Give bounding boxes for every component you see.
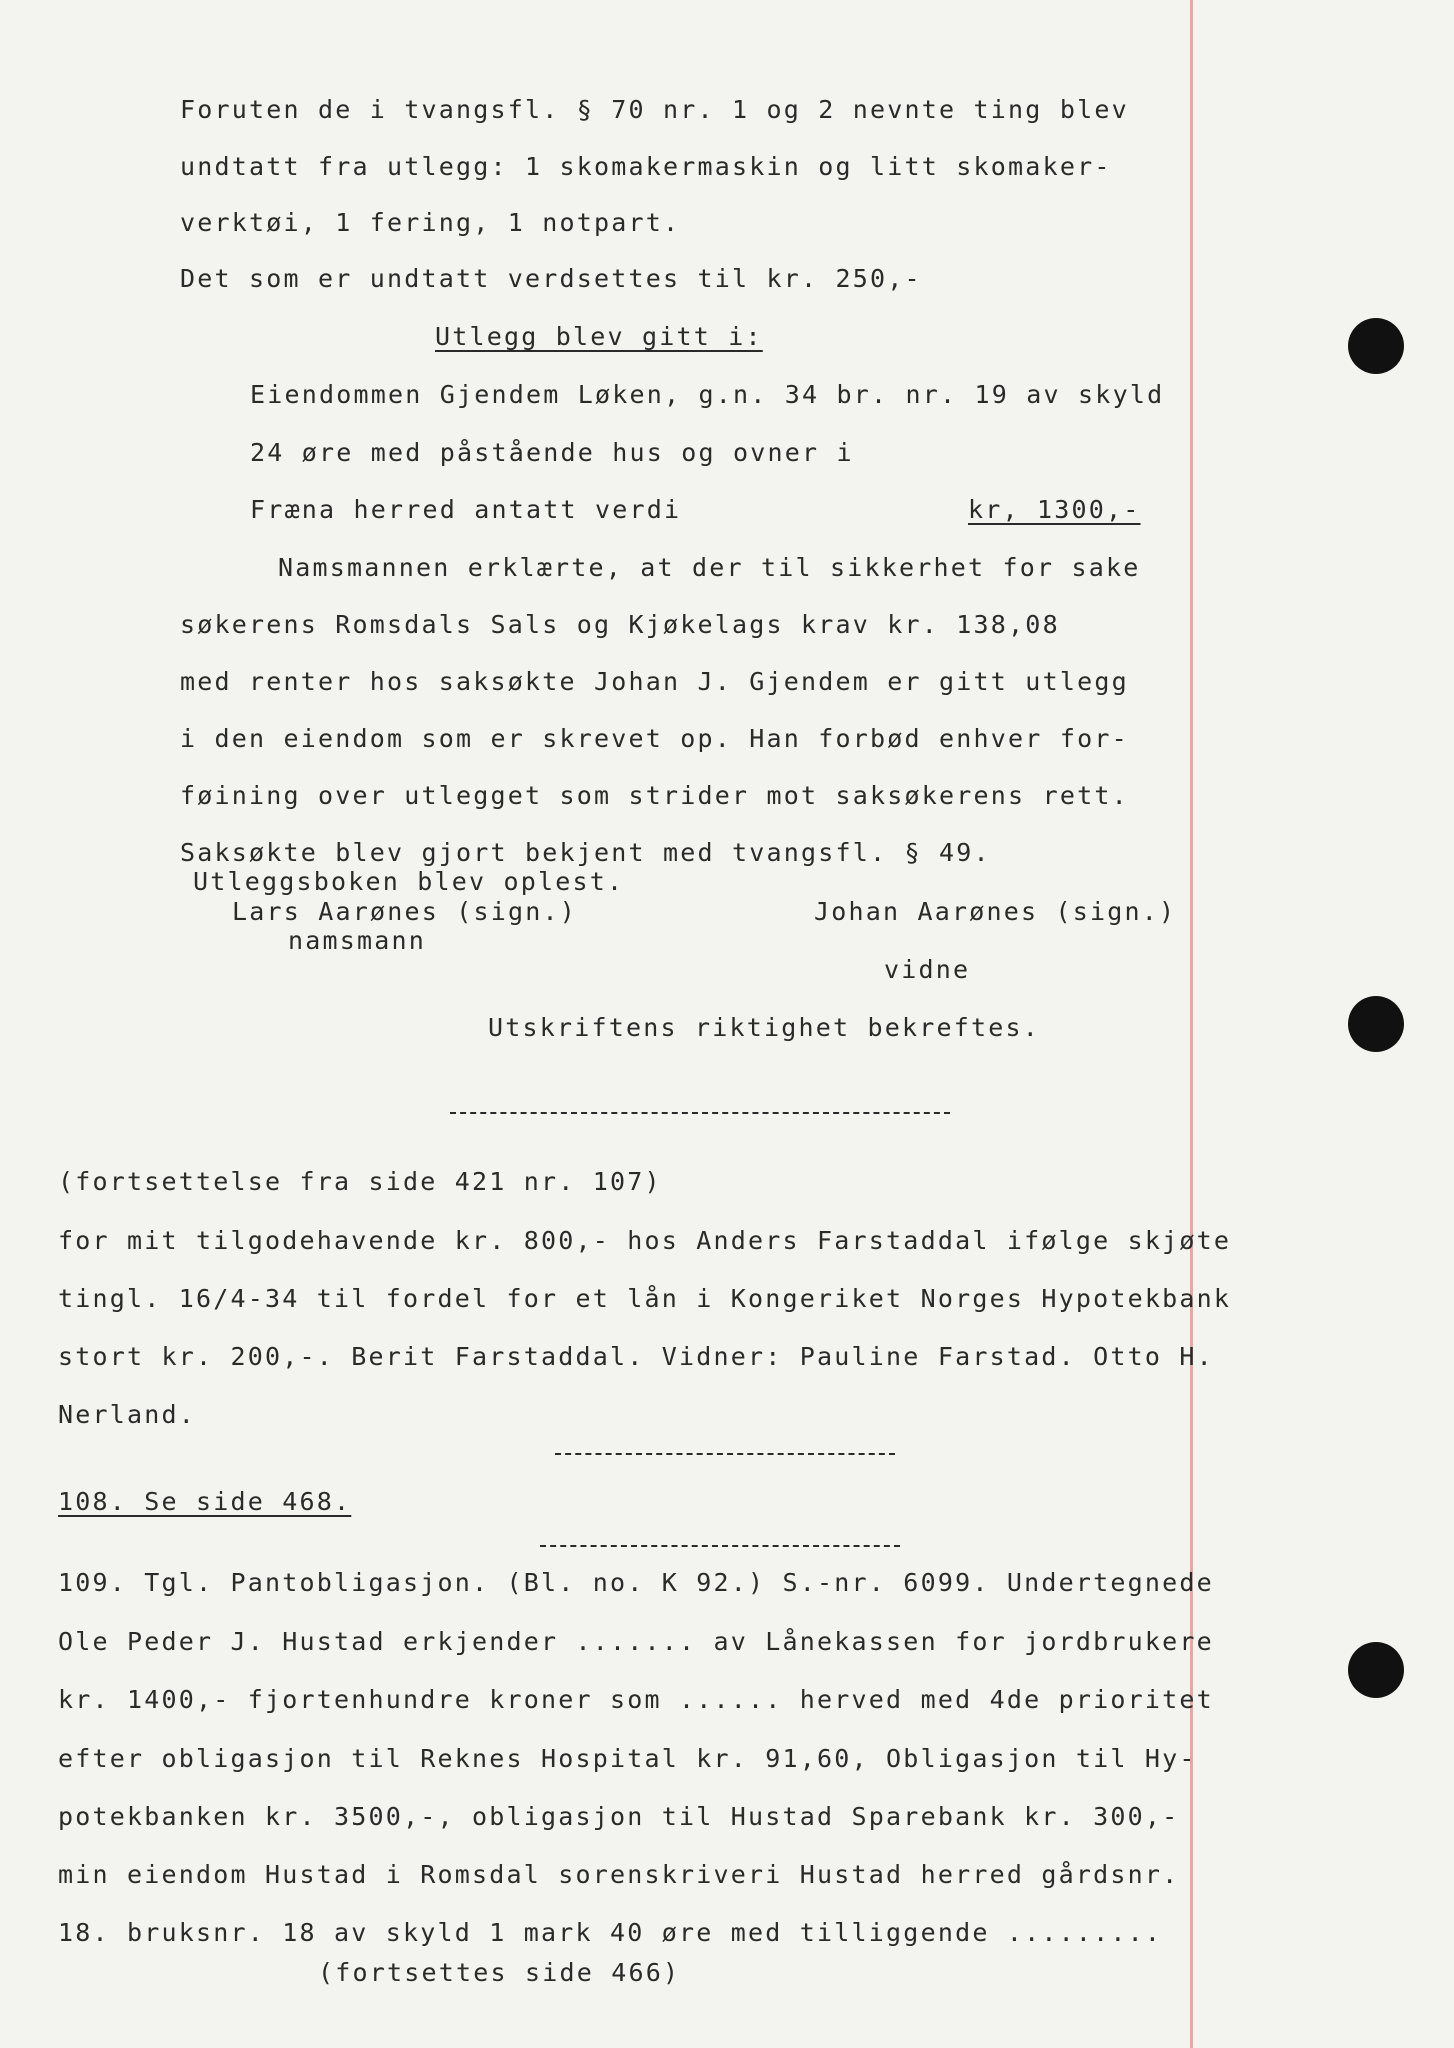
text-line: potekbanken kr. 3500,-, obligasjon til Hustad Sparebank kr. 300,-	[58, 1802, 1180, 1831]
text-line: Ole Peder J. Hustad erkjender ....... av Lånekassen for jordbrukere	[58, 1627, 1214, 1656]
signature-line: Lars Aarønes (sign.)	[232, 897, 578, 926]
separator-rule	[450, 1112, 950, 1114]
text-line: Saksøkte blev gjort bekjent med tvangsfl. § 49.	[180, 838, 991, 867]
text-line: Utskriftens riktighet bekreftes.	[488, 1013, 1041, 1042]
entry-108: 108. Se side 468.	[58, 1487, 352, 1516]
signature-role: namsmann	[288, 926, 427, 955]
text-line: føining over utlegget som strider mot saksøkerens rett.	[180, 781, 1129, 810]
text-line: for mit tilgodehavende kr. 800,- hos Anders Farstaddal ifølge skjøte	[58, 1226, 1232, 1255]
text-line: Eiendommen Gjendem Løken, g.n. 34 br. nr. 19 av skyld	[250, 380, 1165, 409]
text-line: 24 øre med påstående hus og ovner i	[250, 438, 854, 467]
text-line: tingl. 16/4-34 til fordel for et lån i Kongeriket Norges Hypotekbank	[58, 1284, 1232, 1313]
text-line: (fortsettelse fra side 421 nr. 107)	[58, 1167, 662, 1196]
text-line: søkerens Romsdals Sals og Kjøkelags krav kr. 138,08	[180, 610, 1060, 639]
text-line: kr. 1400,- fjortenhundre kroner som ...... herved med 4de prioritet	[58, 1685, 1214, 1714]
punch-hole	[1348, 318, 1404, 374]
text-line: Det som er undtatt verdsettes til kr. 250,-	[180, 264, 922, 293]
text-line: i den eiendom som er skrevet op. Han forbød enhver for-	[180, 724, 1129, 753]
punch-hole	[1348, 996, 1404, 1052]
text-line: med renter hos saksøkte Johan J. Gjendem er gitt utlegg	[180, 667, 1129, 696]
text-line: Foruten de i tvangsfl. § 70 nr. 1 og 2 nevnte ting blev	[180, 95, 1129, 124]
text-line: verktøi, 1 fering, 1 notpart.	[180, 208, 681, 237]
separator-rule	[555, 1453, 895, 1455]
text-line: efter obligasjon til Reknes Hospital kr. 91,60, Obligasjon til Hy-	[58, 1744, 1197, 1773]
signature-role: vidne	[884, 955, 971, 984]
text-line: Utleggsboken blev oplest.	[193, 867, 625, 896]
text-line: 109. Tgl. Pantobligasjon. (Bl. no. K 92.) S.-nr. 6099. Undertegnede	[58, 1568, 1214, 1597]
text-line: Nerland.	[58, 1400, 197, 1429]
punch-hole	[1348, 1642, 1404, 1698]
value-amount: kr, 1300,-	[968, 495, 1141, 524]
text-line: Fræna herred antatt verdi	[250, 495, 682, 524]
text-line: Namsmannen erklærte, at der til sikkerhet for sake	[278, 553, 1141, 582]
margin-line	[1190, 0, 1193, 2048]
text-line: (fortsettes side 466)	[318, 1958, 681, 1987]
text-line: undtatt fra utlegg: 1 skomakermaskin og litt skomaker-	[180, 152, 1112, 181]
text-line: min eiendom Hustad i Romsdal sorenskriveri Hustad herred gårdsnr.	[58, 1860, 1180, 1889]
section-heading: Utlegg blev gitt i:	[435, 322, 763, 351]
text-line: 18. bruksnr. 18 av skyld 1 mark 40 øre med tilliggende .........	[58, 1918, 1163, 1947]
separator-rule	[540, 1545, 900, 1547]
signature-line: Johan Aarønes (sign.)	[814, 897, 1177, 926]
text-line: stort kr. 200,-. Berit Farstaddal. Vidner: Pauline Farstad. Otto H.	[58, 1342, 1214, 1371]
